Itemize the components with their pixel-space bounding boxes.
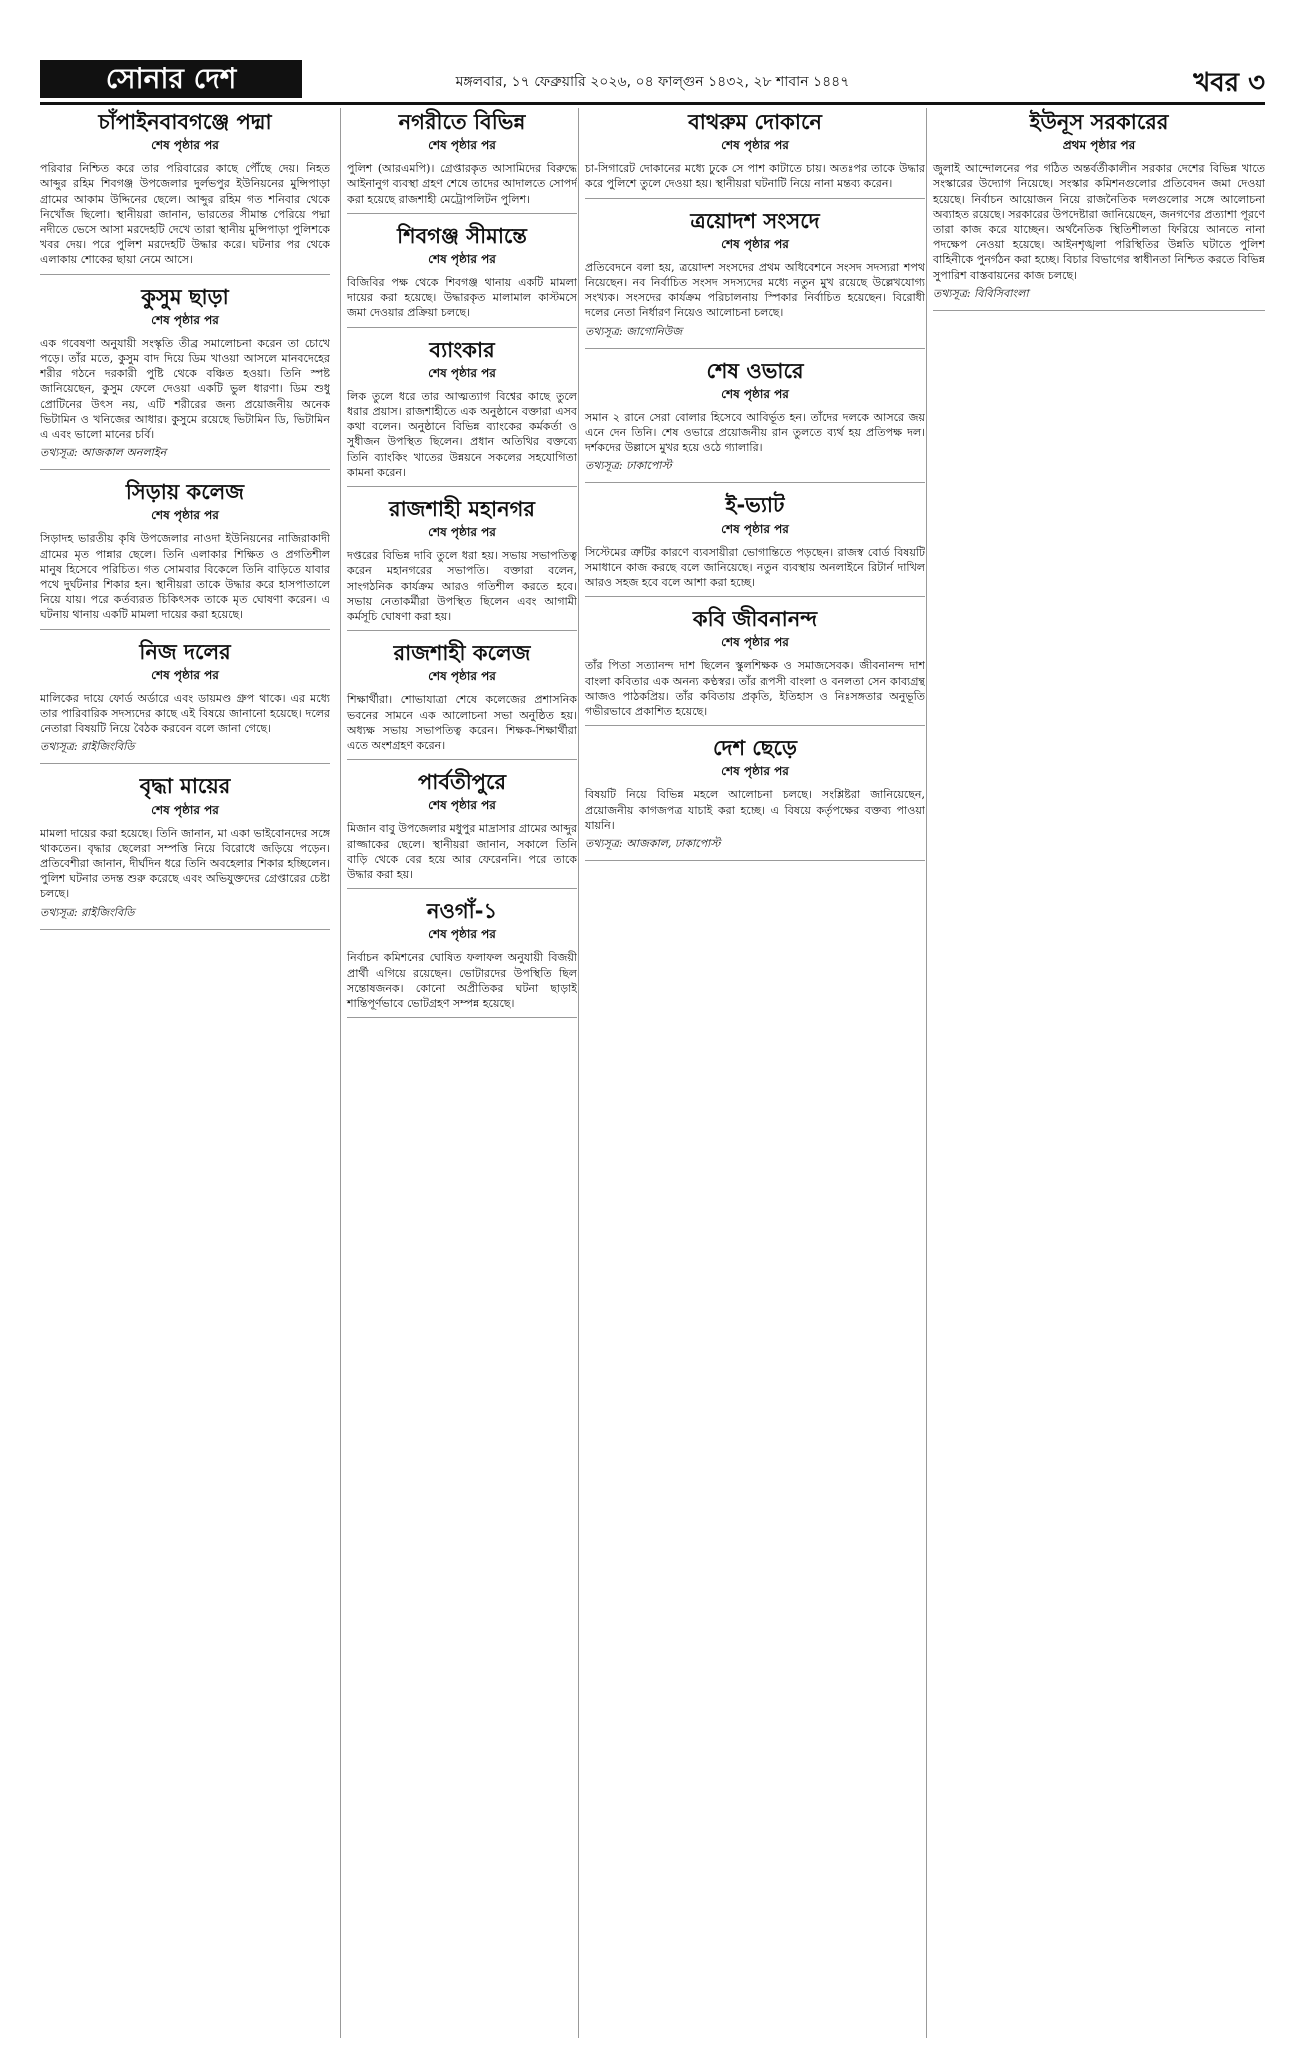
article-continuation: শেষ পৃষ্ঠার পর (428, 927, 496, 942)
article-headline: বাথরুম দোকানে (688, 110, 822, 134)
article-body: মিজান বাবু উপজেলার মধুপুর মাদ্রাসার গ্রামের আব্দুর রাজ্জাকের ছেলে। স্থানীয়রা জানান, সকালে তিনি বাড়ি থেকে বের হয়ে আর ফেরেননি। পরে তাকে উদ্ধার করা হয়। (347, 822, 577, 881)
article-continuation: শেষ পৃষ্ঠার পর (151, 667, 219, 682)
article-divider (933, 310, 1265, 311)
article (347, 899, 577, 1018)
article-body: পরিবার নিশ্চিত করে তার পরিবারের কাছে পৌঁছে দেয়। নিহত আব্দুর রহিম শিবগঞ্জ উপজেলার দুর্লভপুর ইউনিয়নের মুন্সিপাড়া গ্রামের আকাম উদ্দিনের ছেলে। আব্দুর রহিম গত শনিবার থেকে নিখোঁজ ছিলো। স্থানীয়রা জানান, ভারতের সীমান্ত পেরিয়ে পদ্মা নদীতে ভেসে আসা মরদেহটি দেখে তারা স্থানীয় মুন্সিপাড়া পুলিশকে খবর দেয়। পরে পুলিশ মরদেহটি উদ্ধার করে। ঘটনার পর থেকে এলাকায় শোকের ছায়া নেমে আসে। (40, 162, 330, 267)
article-body: শিক্ষার্থীরা। শোভাযাত্রা শেষে কলেজের প্রশাসনিক ভবনের সামনে এক আলোচনা সভা অনুষ্ঠিত হয়। অধ্যক্ষ সভায় সভাপতিত্ব করেন। শিক্ষক-শিক্ষার্থীরা এতে অংশগ্রহণ করেন। (347, 693, 577, 752)
article-divider (347, 486, 577, 487)
article-byline: তথ্যসূত্র: রাইজিংবিডি (40, 905, 135, 919)
column-3 (578, 108, 925, 2038)
article-divider (585, 348, 925, 349)
masthead (40, 60, 1265, 105)
article-headline: বৃদ্ধা মায়ের (139, 774, 231, 799)
article-continuation: শেষ পৃষ্ঠার পর (721, 386, 789, 401)
article (585, 493, 925, 597)
article-body: মামলা দায়ের করা হয়েছে। তিনি জানান, মা একা ভাইবোনদের সঙ্গে থাকতেন। বৃদ্ধার ছেলেরা সম্পত্তি নিয়ে বিরোধে জড়িয়ে পড়েন। প্রতিবেশীরা জানান, দীর্ঘদিন ধরে তিনি অবহেলার শিকার হচ্ছিলেন। পুলিশ ঘটনার তদন্ত শুরু করেছে এবং অভিযুক্তদের গ্রেপ্তারের চেষ্টা চলছে। (40, 826, 330, 901)
article (347, 641, 577, 760)
article-byline: তথ্যসূত্র: আজকাল, ঢাকাপোস্ট (585, 836, 721, 850)
article-headline: দেশ ছেড়ে (713, 736, 797, 761)
article-continuation: শেষ পৃষ্ঠার পর (428, 138, 496, 153)
article-headline: শিবগঞ্জ সীমান্তে (397, 223, 527, 248)
article (347, 770, 577, 889)
article-body: এক গবেষণা অনুযায়ী সংস্কৃতি তীব্র সমালোচনা করেন তা চোখে পড়ে। তাঁর মতে, কুসুম বাদ দিয়ে ডিম খাওয়া আসলে মানবদেহের শরীর গঠনে দরকারী পুষ্টি থেকে বঞ্চিত হওয়া। তিনি স্পষ্ট জানিয়েছেন, কুসুম ফেলে দেওয়া একটি ভুল ধারণা। ডিম শুধু প্রোটিনের উৎস নয়, এটি শরীরের জন্য প্রয়োজনীয় অনেক ভিটামিন ও খনিজের আধার। কুসুমে রয়েছে ভিটামিন ডি, ভিটামিন এ এবং ভালো মানের চর্বি। (40, 336, 330, 442)
article-continuation: শেষ পৃষ্ঠার পর (721, 764, 789, 779)
article-continuation: শেষ পৃষ্ঠার পর (428, 365, 496, 380)
article-continuation: শেষ পৃষ্ঠার পর (151, 508, 219, 523)
article-divider (347, 630, 577, 631)
article-divider (347, 759, 577, 760)
article (585, 607, 925, 726)
article-continuation: শেষ পৃষ্ঠার পর (721, 521, 789, 536)
article-body: সিস্টেমের ত্রুটির কারণে ব্যবসায়ীরা ভোগান্তিতে পড়ছেন। রাজস্ব বোর্ড বিষয়টি সমাধানে কাজ করছে বলে জানিয়েছে। নতুন ব্যবস্থায় অনলাইনে রিটার্ন দাখিল আরও সহজ হবে বলে আশা করা হচ্ছে। (585, 545, 925, 589)
article (347, 497, 577, 631)
article-continuation: শেষ পৃষ্ঠার পর (428, 525, 496, 540)
article-continuation: শেষ পৃষ্ঠার পর (151, 138, 219, 153)
article-continuation: শেষ পৃষ্ঠার পর (428, 251, 496, 266)
article-continuation: শেষ পৃষ্ঠার পর (721, 635, 789, 650)
column-1 (40, 108, 330, 2038)
article (585, 359, 925, 484)
article-body: জুলাই আন্দোলনের পর গঠিত অন্তর্বর্তীকালীন সরকার দেশের বিভিন্ন খাতে সংস্কারের উদ্যোগ নিয়েছে। সংস্কার কমিশনগুলোর প্রতিবেদন জমা দেওয়া হয়েছে। নির্বাচন আয়োজন নিয়ে রাজনৈতিক দলগুলোর সঙ্গে আলোচনা অব্যাহত রয়েছে। সরকারের উপদেষ্টারা জানিয়েছেন, জনগণের প্রত্যাশা পূরণে তারা কাজ করে যাচ্ছেন। অর্থনৈতিক স্থিতিশীলতা ফিরিয়ে আনতে নানা পদক্ষেপ নেওয়া হয়েছে। আইনশৃঙ্খলা পরিস্থিতির উন্নতি ঘটাতে পুলিশ বাহিনীকে পুনর্গঠন করা হচ্ছে। বিচার বিভাগের স্বাধীনতা নিশ্চিত করতে বিভিন্ন সুপারিশ বাস্তবায়নের কাজ চলছে। (933, 162, 1265, 282)
article-byline: তথ্যসূত্র: রাইজিংবিডি (40, 740, 135, 754)
article-body: বিজিবির পক্ষ থেকে শিবগঞ্জ থানায় একটি মামলা দায়ের করা হয়েছে। উদ্ধারকৃত মালামাল কাস্টমসে জমা দেওয়ার প্রক্রিয়া চলছে। (347, 275, 577, 320)
article-headline: নগরীতে বিভিন্ন (398, 110, 526, 134)
article-headline: কুসুম ছাড়া (141, 284, 229, 309)
article-byline: তথ্যসূত্র: আজকাল অনলাইন (40, 446, 167, 460)
article-headline: চাঁপাইনবাবগঞ্জে পদ্মা (98, 110, 272, 134)
article-body: প্রতিবেদনে বলা হয়, ত্রয়োদশ সংসদের প্রথম অধিবেশনে সংসদ সদস্যরা শপথ নিয়েছেন। নব নির্বাচিত সংসদ সদস্যদের মধ্যে নতুন মুখ রয়েছে উল্লেখযোগ্য সংখ্যক। সংসদের কার্যক্রম পরিচালনায় স্পিকার নির্বাচিত হয়েছেন। বিরোধী দলের নেতা নির্ধারণ নিয়েও আলোচনা চলছে। (585, 260, 925, 320)
article-divider (40, 929, 330, 930)
article-divider (40, 763, 330, 764)
article-continuation: শেষ পৃষ্ঠার পর (151, 312, 219, 327)
article (40, 640, 330, 765)
article-continuation: শেষ পৃষ্ঠার পর (428, 669, 496, 684)
article-divider (347, 327, 577, 328)
article-divider (585, 725, 925, 726)
article (585, 110, 925, 199)
article-divider (347, 888, 577, 889)
article-continuation: শেষ পৃষ্ঠার পর (151, 802, 219, 817)
column-2 (340, 108, 577, 2038)
article-divider (585, 596, 925, 597)
article (933, 110, 1265, 311)
article-body: সিড়াদহ ভারতীয় কৃষি উপজেলার নাওদা ইউনিয়নের নাজিরাকাদী গ্রামের মৃত পান্নার ছেলে। তিনি এলাকার শিক্ষিত ও প্রগতিশীল মানুষ হিসেবে পরিচিত। গত সোমবার বিকেলে তিনি বাড়িতে যাবার পথে দুর্ঘটনার শিকার হন। স্থানীয়রা তাকে উদ্ধার করে হাসপাতালে নিয়ে যায়। পরে কর্তব্যরত চিকিৎসক তাকে মৃত ঘোষণা করেন। এ ঘটনায় থানায় একটি মামলা দায়ের করা হয়েছে। (40, 532, 330, 622)
article-body: লিক তুলে ধরে তার আত্মত্যাগ বিশ্বের কাছে তুলে ধরার প্রয়াস। রাজশাহীতে এক অনুষ্ঠানে বক্তারা এসব কথা বলেন। অনুষ্ঠানে বিভিন্ন ব্যাংকের কর্মকর্তা ও সুধীজন উপস্থিত ছিলেন। প্রধান অতিথির বক্তব্যে তিনি ব্যাংকিং খাতের উন্নয়নে সকলের সহযোগিতা কামনা করেন। (347, 389, 577, 479)
article (40, 285, 330, 471)
article-headline: রাজশাহী কলেজ (393, 641, 531, 666)
article-byline: তথ্যসূত্র: জাগোনিউজ (585, 324, 683, 338)
article-headline: নিজ দলের (139, 639, 231, 664)
article-byline: তথ্যসূত্র: বিবিসিবাংলা (933, 286, 1029, 300)
publication-date: মঙ্গলবার, ১৭ ফেব্রুয়ারি ২০২৬, ০৪ ফাল্গুন ১৪৩২, ২৮ শাবান ১৪৪৭ (455, 74, 850, 90)
article-headline: শেষ ওভারে (706, 358, 804, 383)
article-divider (585, 482, 925, 483)
article (40, 774, 330, 929)
article-headline: কবি জীবনানন্দ (692, 607, 818, 632)
article-headline: সিড়ায় কলেজ (125, 480, 245, 505)
article-headline: রাজশাহী মহানগর (389, 497, 535, 521)
article (585, 736, 925, 861)
article (40, 480, 330, 629)
article-body: মালিকের দায়ে ফোর্ড অর্ডারে এবং ডায়মণ্ড গ্রুপ থাকে। এর মধ্যে তার পারিবারিক সদস্যদের কাছে এই বিষয়ে জানানো হয়েছে। দলের নেতারা বিষয়টি নিয়ে বৈঠক করবেন বলে জানা গেছে। (40, 691, 330, 736)
article-headline: ইউনূস সরকারের (1029, 110, 1169, 134)
article-body: পুলিশ (আরএমপি)। গ্রেপ্তারকৃত আসামিদের বিরুদ্ধে আইনানুগ ব্যবস্থা গ্রহণ শেষে তাদের আদালতে সোপর্দ করা হয়েছে রাজশাহী মেট্রোপলিটন পুলিশ। (347, 162, 577, 206)
article-divider (40, 469, 330, 470)
newspaper-logo: সোনার দেশ (40, 60, 302, 98)
article-body: বিষয়টি নিয়ে বিভিন্ন মহলে আলোচনা চলছে। সংশ্লিষ্টরা জানিয়েছেন, প্রয়োজনীয় কাগজপত্র যাচাই করা হচ্ছে। এ বিষয়ে কর্তৃপক্ষের বক্তব্য পাওয়া যায়নি। (585, 788, 925, 832)
article-divider (40, 629, 330, 630)
article-body: নির্বাচন কমিশনের ঘোষিত ফলাফল অনুযায়ী বিজয়ী প্রার্থী এগিয়ে রয়েছেন। ভোটারদের উপস্থিতি ছিল সন্তোষজনক। কোনো অপ্রীতিকর ঘটনা ছাড়াই শান্তিপূর্ণভাবে ভোটগ্রহণ সম্পন্ন হয়েছে। (347, 951, 577, 1010)
article-byline: তথ্যসূত্র: ঢাকাপোস্ট (585, 459, 672, 473)
article-headline: নওগাঁ-১ (426, 899, 498, 924)
section-label: খবর ৩ (1193, 68, 1265, 98)
article-body: তাঁর পিতা সত্যানন্দ দাশ ছিলেন স্কুলশিক্ষক ও সমাজসেবক। জীবনানন্দ দাশ বাংলা কবিতার এক অনন্য কণ্ঠস্বর। তাঁর রূপসী বাংলা ও বনলতা সেন কাব্যগ্রন্থ আজও পাঠকপ্রিয়। তাঁর কবিতায় প্রকৃতি, ইতিহাস ও নিঃসঙ্গতার অনুভূতি গভীরভাবে প্রকাশিত হয়েছে। (585, 659, 925, 718)
article-divider (347, 1017, 577, 1018)
article-continuation: প্রথম পৃষ্ঠার পর (1062, 138, 1136, 153)
article-headline: পার্বতীপুরে (417, 770, 507, 795)
article-headline: ব্যাংকার (429, 337, 495, 362)
article (347, 338, 577, 487)
article-continuation: শেষ পৃষ্ঠার পর (428, 798, 496, 813)
article-body: চা-সিগারেট দোকানের মধ্যে ঢুকে সে পাশ কাটাতে চায়। অতঃপর তাকে উদ্ধার করে পুলিশে তুলে দেওয়া হয়। স্থানীয়রা ঘটনাটি নিয়ে নানা মন্তব্য করেন। (585, 162, 925, 191)
article-continuation: শেষ পৃষ্ঠার পর (721, 138, 789, 153)
article-continuation: শেষ পৃষ্ঠার পর (721, 236, 789, 251)
article-divider (347, 213, 577, 214)
article-divider (40, 274, 330, 275)
article-body: সমান ২ রানে সেরা বোলার হিসেবে আবির্ভূত হন। তাঁদের দলকে আসরে জয় এনে দেন তিনি। শেষ ওভারে প্রয়োজনীয় রান তুলতে ব্যর্থ হয় প্রতিপক্ষ দল। দর্শকদের উল্লাসে মুখর হয়ে ওঠে গ্যালারি। (585, 410, 925, 455)
article (347, 110, 577, 214)
article-headline: ত্রয়োদশ সংসদে (690, 208, 820, 233)
article (347, 224, 577, 328)
article-headline: ই-ভ্যাট (725, 493, 785, 518)
article-body: দপ্তরের বিভিন্ন দাবি তুলে ধরা হয়। সভায় সভাপতিত্ব করেন মহানগরের সভাপতি। বক্তারা বলেন, সাংগঠনিক কার্যক্রম আরও গতিশীল করতে হবে। সভায় নেতাকর্মীরা উপস্থিত ছিলেন এবং আগামী কর্মসূচি ঘোষণা করা হয়। (347, 549, 577, 623)
article (40, 110, 330, 275)
article (585, 209, 925, 349)
column-4 (926, 108, 1265, 2038)
article-divider (585, 198, 925, 199)
article-divider (585, 860, 925, 861)
